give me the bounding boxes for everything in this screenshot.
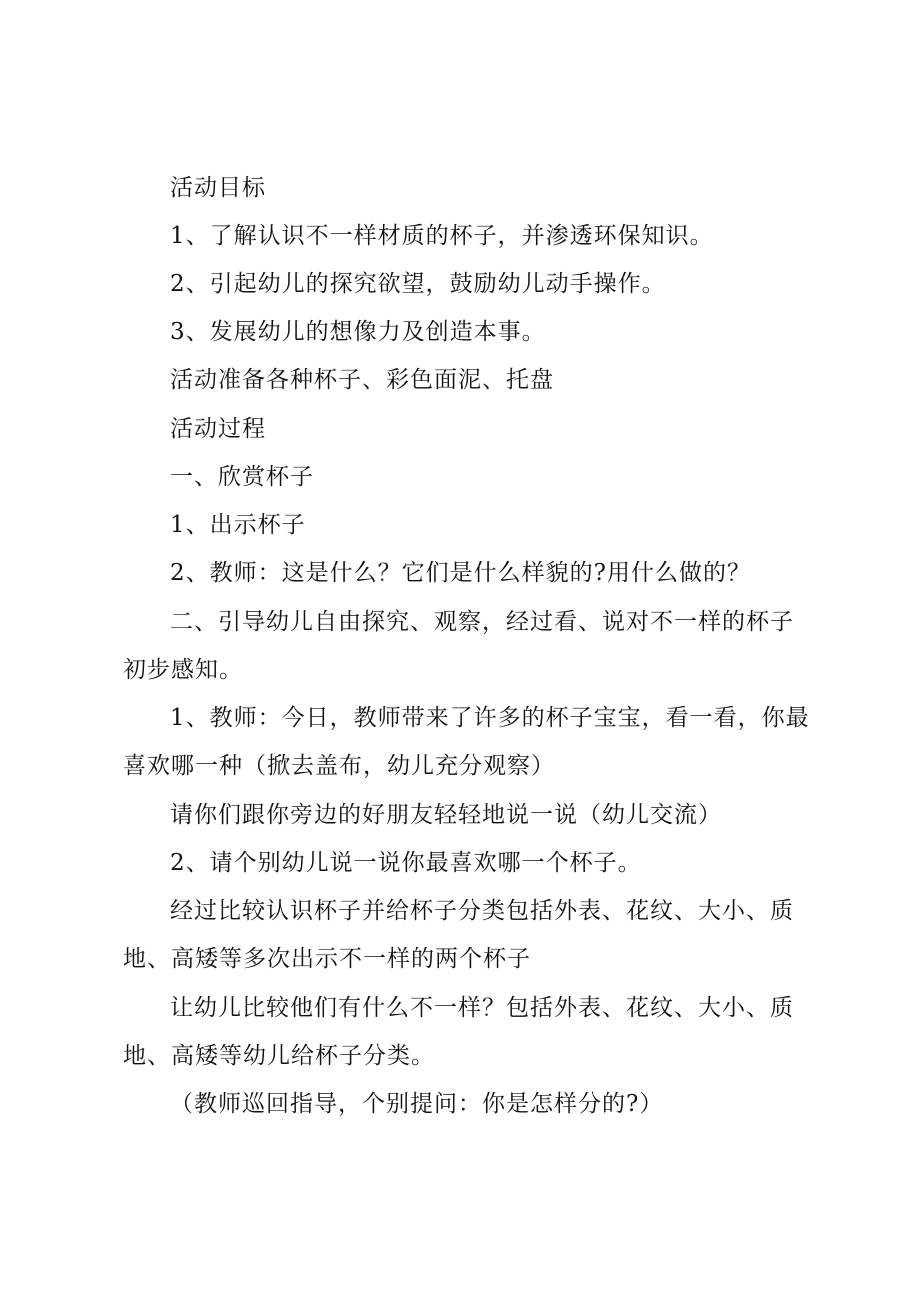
goal-item-2: 2、引起幼儿的探究欲望，鼓励幼儿动手操作。: [170, 271, 666, 297]
comparison-paragraph: 经过比较认识杯子并给杯子分类包括外表、花纹、大小、质地、高矮等多次出示不一样的两个杯子: [123, 898, 794, 972]
section-1-step-2: 2、教师：这是什么？它们是什么样貌的?用什么做的？: [170, 560, 751, 586]
section-2-step-1: 1、教师：今日，教师带来了许多的杯子宝宝，看一看，你最喜欢哪一种（掀去盖布，幼儿充分观察）: [123, 705, 810, 779]
activity-preparation: 活动准备各种杯子、彩色面泥、托盘: [170, 367, 554, 393]
classification-paragraph: 让幼儿比较他们有什么不一样？包括外表、花纹、大小、质地、高矮等幼儿给杯子分类。: [123, 995, 794, 1069]
goal-item-1: 1、了解认识不一样材质的杯子，并渗透环保知识。: [170, 223, 714, 249]
heading-activity-process: 活动过程: [170, 416, 266, 442]
section-1-step-1: 1、出示杯子: [170, 512, 306, 538]
section-2-step-2: 2、请个别幼儿说一说你最喜欢哪一个杯子。: [170, 850, 642, 876]
teacher-guidance-note: （教师巡回指导，个别提问：你是怎样分的?）: [170, 1091, 664, 1117]
section-2-instruction: 请你们跟你旁边的好朋友轻轻地说一说（幼儿交流）: [170, 802, 722, 828]
section-1-title: 一、欣赏杯子: [170, 464, 314, 490]
section-2-title: 二、引导幼儿自由探究、观察，经过看、说对不一样的杯子初步感知。: [123, 609, 794, 683]
heading-activity-goals: 活动目标: [170, 175, 266, 201]
goal-item-3: 3、发展幼儿的想像力及创造本事。: [170, 319, 546, 345]
